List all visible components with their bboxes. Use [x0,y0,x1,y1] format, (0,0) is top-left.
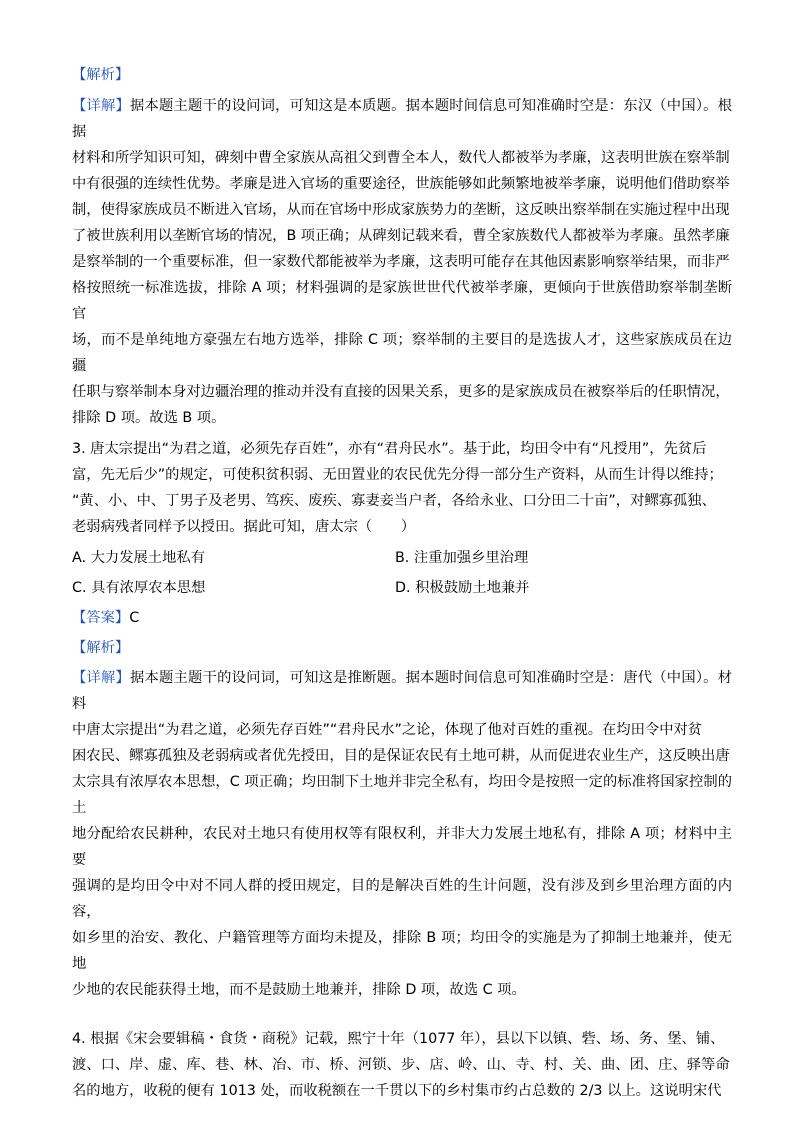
detail-line: 【详解】据本题主题干的设问词，可知这是推断题。据本题时间信息可知准确时空是：唐代（中国）。材料 [72,670,732,712]
answer-line [72,605,732,631]
detail-line: 困农民、鳏寡孤独及老弱病或者优先授田，目的是保证农民有土地可耕，从而促进农业生产，这反映出唐 [72,748,730,764]
question-line: 4. 根据《宋会要辑稿・食货・商税》记载，熙宁十年（1077 年），县以下以镇、砦、场、务、堡、铺、 [72,1031,725,1047]
answer-value: C [129,610,140,626]
question-line: 老弱病残者同样予以授田。据此可知，唐太宗（ ） [72,519,416,535]
analysis-heading-2 [72,635,732,661]
analysis-tag: 【解析】 [72,640,130,656]
detail-line: 太宗具有浓厚农本思想，C 项正确；均田制下土地并非完全私有，均田令是按照一定的标准将国家控制的土 [72,774,732,816]
detail-line: 强调的是均田令中对不同人群的授田规定，目的是解决百姓的生计问题，没有涉及到乡里治理方面的内容， [72,878,732,920]
question-line: 3. 唐太宗提出“为君之道，必须先存百姓”，亦有“君舟民水”。基于此，均田令中有“凡授用”，先贫后 [72,441,707,457]
question-line: “黄、小、中、丁男子及老男、笃疾、废疾、寡妻妾当户者，各给永业、口分田二十亩”，对鳏寡孤独、 [72,493,716,509]
detail-tag: 【详解】 [72,98,131,114]
detail-line: 任职与察举制本身对边疆治理的推动并没有直接的因果关系，更多的是家族成员在被察举后的任职情况， [72,384,730,400]
detail-line: 场，而不是单纯地方豪强左右地方选举，排除 C 项；察举制的主要目的是选拔人才，这些家族成员在边疆 [72,332,732,374]
analysis-tag: 【解析】 [72,67,130,83]
detail-tag: 【详解】 [72,670,131,686]
detail-line: 格按照统一标准选拔，排除 A 项；材料强调的是家族世世代代被举孝廉，更倾向于世族借助察举制垄断官 [72,280,732,322]
detail-line: 中有很强的连续性优势。孝廉是进入官场的重要途径，世族能够如此频繁地被举孝廉，说明他们借助察举 [72,176,730,192]
detail-line: 【详解】据本题主题干的设问词，可知这是本质题。据本题时间信息可知准确时空是：东汉（中国）。根据 [72,98,732,140]
detail-line: 少地的农民能获得土地，而不是鼓励土地兼并，排除 D 项，故选 C 项。 [72,982,526,998]
detail-line: 材料和所学知识可知，碑刻中曹全家族从高祖父到曹全本人，数代人都被举为孝廉，这表明世族在察举制 [72,150,730,166]
detail-line: 地分配给农民耕种，农民对土地只有使用权等有限权利，并非大力发展土地私有，排除 A 项；材料中主要 [72,826,732,868]
question-4 [72,1026,732,1104]
detail-explanation-1 [72,93,732,431]
option-c: C. 具有浓厚农本思想 [72,580,206,596]
question-line: 富，先无后少”的规定，可使积贫积弱、无田置业的农民优先分得一部分生产资料，从而生计得以维持； [72,467,723,483]
detail-line: 如乡里的治安、教化、户籍管理等方面均未提及，排除 B 项；均田令的实施是为了抑制土地兼并，使无地 [72,930,732,972]
analysis-heading-1 [72,62,732,88]
option-d: D. 积极鼓励土地兼并 [395,580,530,596]
detail-line: 了被世族利用以垄断官场的情况，B 项正确；从碑刻记载来看，曹全家族数代人都被举为孝廉。虽然孝廉 [72,228,730,244]
document-page [72,62,732,1109]
detail-line: 制，使得家族成员不断进入官场，从而在官场中形成家族势力的垄断，这反映出察举制在实施过程中出现 [72,202,730,218]
detail-line: 排除 D 项。故选 B 项。 [72,410,226,426]
question-line: 渡、口、岸、虚、库、巷、林、冶、市、桥、河锁、步、店、岭、山、寺、村、关、曲、团、庄、驿等命 [72,1057,730,1073]
option-b: B. 注重加强乡里治理 [395,550,529,566]
detail-line: 是察举制的一个重要标准，但一家数代都能被举为孝廉，这表明可能存在其他因素影响察举结果，而非严 [72,254,730,270]
options-row-2 [72,575,732,601]
detail-explanation-2 [72,665,732,1003]
option-a: A. 大力发展土地私有 [72,550,205,566]
answer-tag: 【答案】 [72,610,130,626]
options-row-1 [72,545,732,571]
question-line: 名的地方，收税的便有 1013 处，而收税额在一千贯以下的乡村集市约占总数的 2/3 以上。这说明宋代 [72,1083,722,1099]
detail-line: 中唐太宗提出“为君之道，必须先存百姓”“君舟民水”之论，体现了他对百姓的重视。在均田令中对贫 [72,722,703,738]
question-3 [72,436,732,540]
